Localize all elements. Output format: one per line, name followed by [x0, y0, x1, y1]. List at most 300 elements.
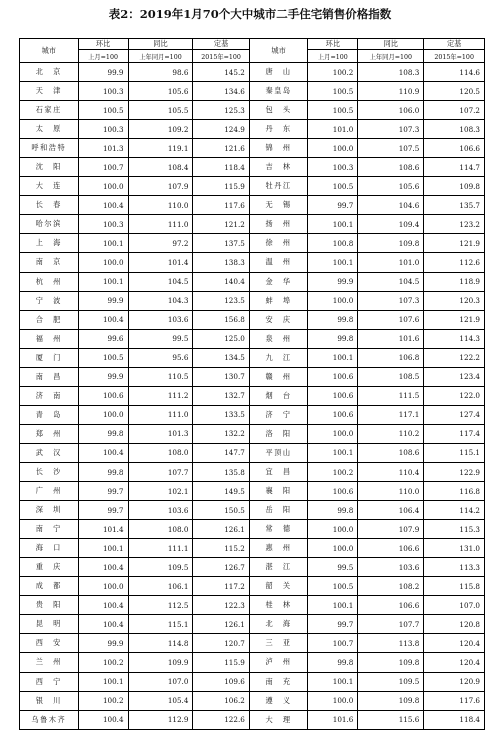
cell-base: 118.4 [193, 158, 249, 177]
cell-mom: 100.5 [308, 577, 358, 596]
cell-yoy: 112.5 [128, 596, 193, 615]
cell-base: 137.5 [193, 234, 249, 253]
cell-city: 北 京 [20, 63, 79, 82]
table-row [20, 63, 485, 82]
cell-yoy: 108.2 [358, 577, 424, 596]
cell-mom: 99.5 [308, 558, 358, 577]
cell-mom: 100.4 [78, 196, 128, 215]
cell-base: 117.6 [193, 196, 249, 215]
cell-mom: 100.3 [78, 82, 128, 101]
cell-city: 牡丹江 [249, 177, 308, 196]
cell-yoy: 110.5 [128, 367, 193, 386]
cell-mom: 99.9 [78, 367, 128, 386]
column-header-yoy: 同比 [358, 39, 424, 50]
cell-yoy: 109.5 [358, 672, 424, 691]
column-subheader-mom: 上月=100 [308, 50, 358, 63]
cell-city: 福 州 [20, 329, 79, 348]
cell-city: 西 安 [20, 634, 79, 653]
cell-yoy: 108.6 [358, 158, 424, 177]
header-row [20, 39, 485, 50]
cell-city: 徐 州 [249, 234, 308, 253]
cell-base: 120.3 [424, 291, 485, 310]
cell-mom: 100.0 [308, 291, 358, 310]
cell-yoy: 104.5 [358, 272, 424, 291]
cell-yoy: 106.6 [358, 596, 424, 615]
cell-mom: 99.7 [308, 196, 358, 215]
cell-city: 吉 林 [249, 158, 308, 177]
cell-city: 襄 阳 [249, 482, 308, 501]
cell-base: 135.7 [424, 196, 485, 215]
cell-city: 武 汉 [20, 443, 79, 462]
cell-yoy: 107.5 [358, 139, 424, 158]
cell-yoy: 108.4 [128, 158, 193, 177]
cell-city: 北 海 [249, 615, 308, 634]
cell-mom: 99.8 [78, 424, 128, 443]
cell-yoy: 109.5 [128, 558, 193, 577]
cell-yoy: 107.7 [128, 462, 193, 481]
cell-base: 108.3 [424, 120, 485, 139]
cell-mom: 100.6 [308, 405, 358, 424]
cell-mom: 99.7 [78, 501, 128, 520]
table-row [20, 482, 485, 501]
cell-base: 120.8 [424, 615, 485, 634]
cell-city: 宁 波 [20, 291, 79, 310]
cell-mom: 100.3 [308, 158, 358, 177]
cell-mom: 100.4 [78, 558, 128, 577]
cell-city: 石家庄 [20, 101, 79, 120]
column-header-base: 定基 [193, 39, 249, 50]
cell-mom: 100.7 [308, 634, 358, 653]
cell-city: 湛 江 [249, 558, 308, 577]
column-header-yoy: 同比 [128, 39, 193, 50]
cell-yoy: 110.4 [358, 462, 424, 481]
cell-base: 122.2 [424, 348, 485, 367]
column-subheader-yoy: 上年同月=100 [358, 50, 424, 63]
cell-city: 安 庆 [249, 310, 308, 329]
cell-base: 123.2 [424, 215, 485, 234]
cell-yoy: 109.4 [358, 215, 424, 234]
cell-base: 126.1 [193, 520, 249, 539]
table-row [20, 120, 485, 139]
table-row [20, 405, 485, 424]
cell-yoy: 105.4 [128, 691, 193, 710]
cell-mom: 99.8 [78, 462, 128, 481]
cell-city: 常 德 [249, 520, 308, 539]
cell-city: 合 肥 [20, 310, 79, 329]
cell-base: 123.4 [424, 367, 485, 386]
cell-yoy: 102.1 [128, 482, 193, 501]
cell-city: 长 春 [20, 196, 79, 215]
cell-base: 121.9 [424, 234, 485, 253]
cell-base: 115.9 [193, 653, 249, 672]
cell-mom: 100.1 [308, 672, 358, 691]
cell-city: 桂 林 [249, 596, 308, 615]
cell-city: 青 岛 [20, 405, 79, 424]
cell-base: 115.1 [424, 443, 485, 462]
column-header-mom: 环比 [78, 39, 128, 50]
cell-yoy: 110.9 [358, 82, 424, 101]
cell-city: 金 华 [249, 272, 308, 291]
cell-mom: 100.1 [308, 215, 358, 234]
cell-mom: 100.6 [308, 367, 358, 386]
cell-base: 130.7 [193, 367, 249, 386]
table-row [20, 101, 485, 120]
column-header-mom: 环比 [308, 39, 358, 50]
cell-mom: 100.7 [78, 158, 128, 177]
cell-base: 117.4 [424, 424, 485, 443]
cell-city: 兰 州 [20, 653, 79, 672]
cell-base: 114.3 [424, 329, 485, 348]
column-header-city: 城市 [249, 39, 308, 63]
cell-yoy: 103.6 [128, 501, 193, 520]
cell-yoy: 108.0 [128, 520, 193, 539]
cell-mom: 100.4 [78, 615, 128, 634]
cell-yoy: 104.3 [128, 291, 193, 310]
cell-mom: 100.0 [308, 520, 358, 539]
cell-yoy: 107.0 [128, 672, 193, 691]
cell-base: 113.3 [424, 558, 485, 577]
table-row [20, 558, 485, 577]
cell-city: 扬 州 [249, 215, 308, 234]
cell-yoy: 104.6 [358, 196, 424, 215]
cell-base: 120.7 [193, 634, 249, 653]
cell-yoy: 111.0 [128, 405, 193, 424]
cell-mom: 100.0 [78, 405, 128, 424]
cell-base: 125.0 [193, 329, 249, 348]
cell-base: 145.2 [193, 63, 249, 82]
column-subheader-base: 2015年=100 [193, 50, 249, 63]
cell-yoy: 108.0 [128, 443, 193, 462]
cell-city: 温 州 [249, 253, 308, 272]
cell-base: 106.6 [424, 139, 485, 158]
cell-yoy: 110.0 [128, 196, 193, 215]
column-subheader-yoy: 上年同月=100 [128, 50, 193, 63]
cell-yoy: 110.0 [358, 482, 424, 501]
cell-mom: 100.5 [78, 101, 128, 120]
cell-mom: 100.4 [78, 443, 128, 462]
cell-base: 138.3 [193, 253, 249, 272]
cell-yoy: 109.9 [128, 653, 193, 672]
cell-mom: 101.3 [78, 139, 128, 158]
cell-yoy: 111.0 [128, 215, 193, 234]
cell-base: 122.9 [424, 462, 485, 481]
cell-yoy: 107.9 [358, 520, 424, 539]
cell-yoy: 111.2 [128, 386, 193, 405]
table-row [20, 691, 485, 710]
cell-city: 泸 州 [249, 653, 308, 672]
table-row [20, 443, 485, 462]
table-row [20, 329, 485, 348]
cell-base: 112.6 [424, 253, 485, 272]
cell-mom: 100.5 [308, 177, 358, 196]
cell-yoy: 108.3 [358, 63, 424, 82]
cell-base: 121.2 [193, 215, 249, 234]
cell-city: 乌鲁木齐 [20, 710, 79, 729]
cell-yoy: 110.2 [358, 424, 424, 443]
cell-city: 大 连 [20, 177, 79, 196]
cell-city: 遵 义 [249, 691, 308, 710]
cell-mom: 100.6 [78, 386, 128, 405]
cell-base: 134.6 [193, 82, 249, 101]
cell-mom: 99.9 [78, 634, 128, 653]
cell-mom: 101.0 [308, 120, 358, 139]
cell-base: 115.9 [193, 177, 249, 196]
cell-mom: 100.3 [78, 215, 128, 234]
cell-yoy: 103.6 [358, 558, 424, 577]
table-row [20, 177, 485, 196]
cell-base: 121.9 [424, 310, 485, 329]
cell-mom: 99.9 [308, 272, 358, 291]
cell-city: 丹 东 [249, 120, 308, 139]
cell-base: 123.5 [193, 291, 249, 310]
cell-yoy: 105.6 [358, 177, 424, 196]
cell-mom: 100.5 [308, 82, 358, 101]
cell-base: 125.3 [193, 101, 249, 120]
table-row [20, 215, 485, 234]
cell-yoy: 114.8 [128, 634, 193, 653]
cell-yoy: 101.4 [128, 253, 193, 272]
cell-yoy: 104.5 [128, 272, 193, 291]
cell-yoy: 103.6 [128, 310, 193, 329]
cell-base: 134.5 [193, 348, 249, 367]
cell-base: 114.7 [424, 158, 485, 177]
cell-yoy: 109.8 [358, 234, 424, 253]
cell-mom: 99.9 [78, 291, 128, 310]
cell-yoy: 106.6 [358, 539, 424, 558]
table-row [20, 539, 485, 558]
cell-city: 九 江 [249, 348, 308, 367]
cell-base: 147.7 [193, 443, 249, 462]
cell-city: 惠 州 [249, 539, 308, 558]
cell-yoy: 95.6 [128, 348, 193, 367]
cell-base: 107.0 [424, 596, 485, 615]
cell-yoy: 107.3 [358, 120, 424, 139]
cell-mom: 100.0 [308, 539, 358, 558]
table-row [20, 634, 485, 653]
table-row [20, 367, 485, 386]
cell-city: 唐 山 [249, 63, 308, 82]
cell-city: 郑 州 [20, 424, 79, 443]
cell-city: 西 宁 [20, 672, 79, 691]
cell-base: 106.2 [193, 691, 249, 710]
table-row [20, 291, 485, 310]
cell-base: 117.6 [424, 691, 485, 710]
cell-base: 114.2 [424, 501, 485, 520]
cell-base: 109.8 [424, 177, 485, 196]
table-row [20, 424, 485, 443]
cell-mom: 100.8 [308, 234, 358, 253]
cell-mom: 100.4 [78, 310, 128, 329]
table-row [20, 139, 485, 158]
cell-yoy: 107.3 [358, 291, 424, 310]
cell-city: 海 口 [20, 539, 79, 558]
cell-mom: 100.1 [78, 539, 128, 558]
cell-mom: 100.1 [78, 234, 128, 253]
cell-base: 120.5 [424, 82, 485, 101]
cell-mom: 100.6 [308, 482, 358, 501]
cell-yoy: 106.8 [358, 348, 424, 367]
cell-yoy: 108.5 [358, 367, 424, 386]
cell-yoy: 111.5 [358, 386, 424, 405]
cell-base: 121.6 [193, 139, 249, 158]
cell-city: 赣 州 [249, 367, 308, 386]
cell-mom: 100.5 [308, 101, 358, 120]
cell-city: 秦皇岛 [249, 82, 308, 101]
cell-city: 上 海 [20, 234, 79, 253]
cell-base: 132.7 [193, 386, 249, 405]
cell-mom: 100.2 [78, 653, 128, 672]
cell-city: 包 头 [249, 101, 308, 120]
cell-yoy: 97.2 [128, 234, 193, 253]
cell-mom: 100.2 [308, 462, 358, 481]
cell-mom: 100.2 [78, 691, 128, 710]
cell-city: 哈尔滨 [20, 215, 79, 234]
cell-mom: 99.6 [78, 329, 128, 348]
cell-city: 昆 明 [20, 615, 79, 634]
cell-mom: 100.0 [308, 691, 358, 710]
table-row [20, 82, 485, 101]
cell-base: 132.2 [193, 424, 249, 443]
cell-yoy: 106.1 [128, 577, 193, 596]
table-row [20, 596, 485, 615]
table-row [20, 501, 485, 520]
cell-yoy: 107.7 [358, 615, 424, 634]
column-header-city: 城市 [20, 39, 79, 63]
table-row [20, 520, 485, 539]
table-row [20, 672, 485, 691]
cell-city: 呼和浩特 [20, 139, 79, 158]
table-row [20, 615, 485, 634]
cell-yoy: 101.0 [358, 253, 424, 272]
cell-base: 120.9 [424, 672, 485, 691]
cell-yoy: 105.5 [128, 101, 193, 120]
cell-base: 127.4 [424, 405, 485, 424]
cell-city: 深 圳 [20, 501, 79, 520]
table-row [20, 386, 485, 405]
cell-city: 天 津 [20, 82, 79, 101]
cell-city: 烟 台 [249, 386, 308, 405]
cell-mom: 99.8 [308, 329, 358, 348]
cell-city: 成 都 [20, 577, 79, 596]
cell-base: 115.3 [424, 520, 485, 539]
cell-mom: 100.1 [78, 272, 128, 291]
cell-city: 韶 关 [249, 577, 308, 596]
table-row [20, 272, 485, 291]
cell-mom: 100.0 [308, 424, 358, 443]
cell-mom: 101.6 [308, 710, 358, 729]
cell-yoy: 109.8 [358, 691, 424, 710]
cell-yoy: 113.8 [358, 634, 424, 653]
cell-mom: 99.8 [308, 501, 358, 520]
cell-base: 156.8 [193, 310, 249, 329]
cell-yoy: 117.1 [358, 405, 424, 424]
cell-base: 124.9 [193, 120, 249, 139]
cell-city: 岳 阳 [249, 501, 308, 520]
table-row [20, 462, 485, 481]
cell-mom: 100.1 [308, 596, 358, 615]
cell-base: 118.4 [424, 710, 485, 729]
cell-yoy: 99.5 [128, 329, 193, 348]
cell-mom: 100.6 [308, 386, 358, 405]
cell-city: 锦 州 [249, 139, 308, 158]
cell-city: 贵 阳 [20, 596, 79, 615]
cell-city: 长 沙 [20, 462, 79, 481]
table-row [20, 158, 485, 177]
cell-mom: 100.4 [78, 710, 128, 729]
cell-city: 南 充 [249, 672, 308, 691]
cell-mom: 100.4 [78, 596, 128, 615]
cell-city: 重 庆 [20, 558, 79, 577]
cell-mom: 100.1 [308, 443, 358, 462]
cell-base: 115.8 [424, 577, 485, 596]
cell-yoy: 101.6 [358, 329, 424, 348]
cell-city: 南 昌 [20, 367, 79, 386]
cell-base: 116.8 [424, 482, 485, 501]
cell-mom: 99.7 [308, 615, 358, 634]
cell-base: 140.4 [193, 272, 249, 291]
cell-mom: 99.7 [78, 482, 128, 501]
cell-base: 149.5 [193, 482, 249, 501]
cell-city: 银 川 [20, 691, 79, 710]
table-row [20, 577, 485, 596]
cell-base: 122.3 [193, 596, 249, 615]
cell-yoy: 119.1 [128, 139, 193, 158]
column-header-base: 定基 [424, 39, 485, 50]
cell-city: 杭 州 [20, 272, 79, 291]
cell-yoy: 115.1 [128, 615, 193, 634]
cell-city: 沈 阳 [20, 158, 79, 177]
cell-city: 南 京 [20, 253, 79, 272]
cell-mom: 100.0 [308, 139, 358, 158]
column-subheader-mom: 上月=100 [78, 50, 128, 63]
cell-yoy: 112.9 [128, 710, 193, 729]
cell-mom: 100.1 [308, 253, 358, 272]
cell-mom: 99.8 [308, 653, 358, 672]
table-row [20, 653, 485, 672]
table-row [20, 310, 485, 329]
table-row [20, 234, 485, 253]
cell-base: 122.0 [424, 386, 485, 405]
cell-mom: 99.9 [78, 63, 128, 82]
cell-base: 118.9 [424, 272, 485, 291]
cell-yoy: 111.1 [128, 539, 193, 558]
table-row [20, 710, 485, 729]
cell-mom: 100.1 [78, 672, 128, 691]
cell-city: 泉 州 [249, 329, 308, 348]
table-row [20, 253, 485, 272]
cell-mom: 100.2 [308, 63, 358, 82]
cell-mom: 101.4 [78, 520, 128, 539]
cell-mom: 99.8 [308, 310, 358, 329]
cell-yoy: 106.4 [358, 501, 424, 520]
cell-base: 107.2 [424, 101, 485, 120]
table-row [20, 348, 485, 367]
table-row [20, 196, 485, 215]
cell-city: 大 理 [249, 710, 308, 729]
cell-base: 133.5 [193, 405, 249, 424]
cell-yoy: 98.6 [128, 63, 193, 82]
cell-base: 120.4 [424, 653, 485, 672]
cell-city: 济 南 [20, 386, 79, 405]
cell-city: 无 锡 [249, 196, 308, 215]
cell-base: 135.8 [193, 462, 249, 481]
table-title: 表2：2019年1月70个大中城市二手住宅销售价格指数 [108, 7, 392, 21]
cell-city: 洛 阳 [249, 424, 308, 443]
cell-yoy: 109.2 [128, 120, 193, 139]
cell-mom: 100.5 [78, 348, 128, 367]
cell-mom: 100.0 [78, 253, 128, 272]
price-index-table [19, 38, 485, 730]
